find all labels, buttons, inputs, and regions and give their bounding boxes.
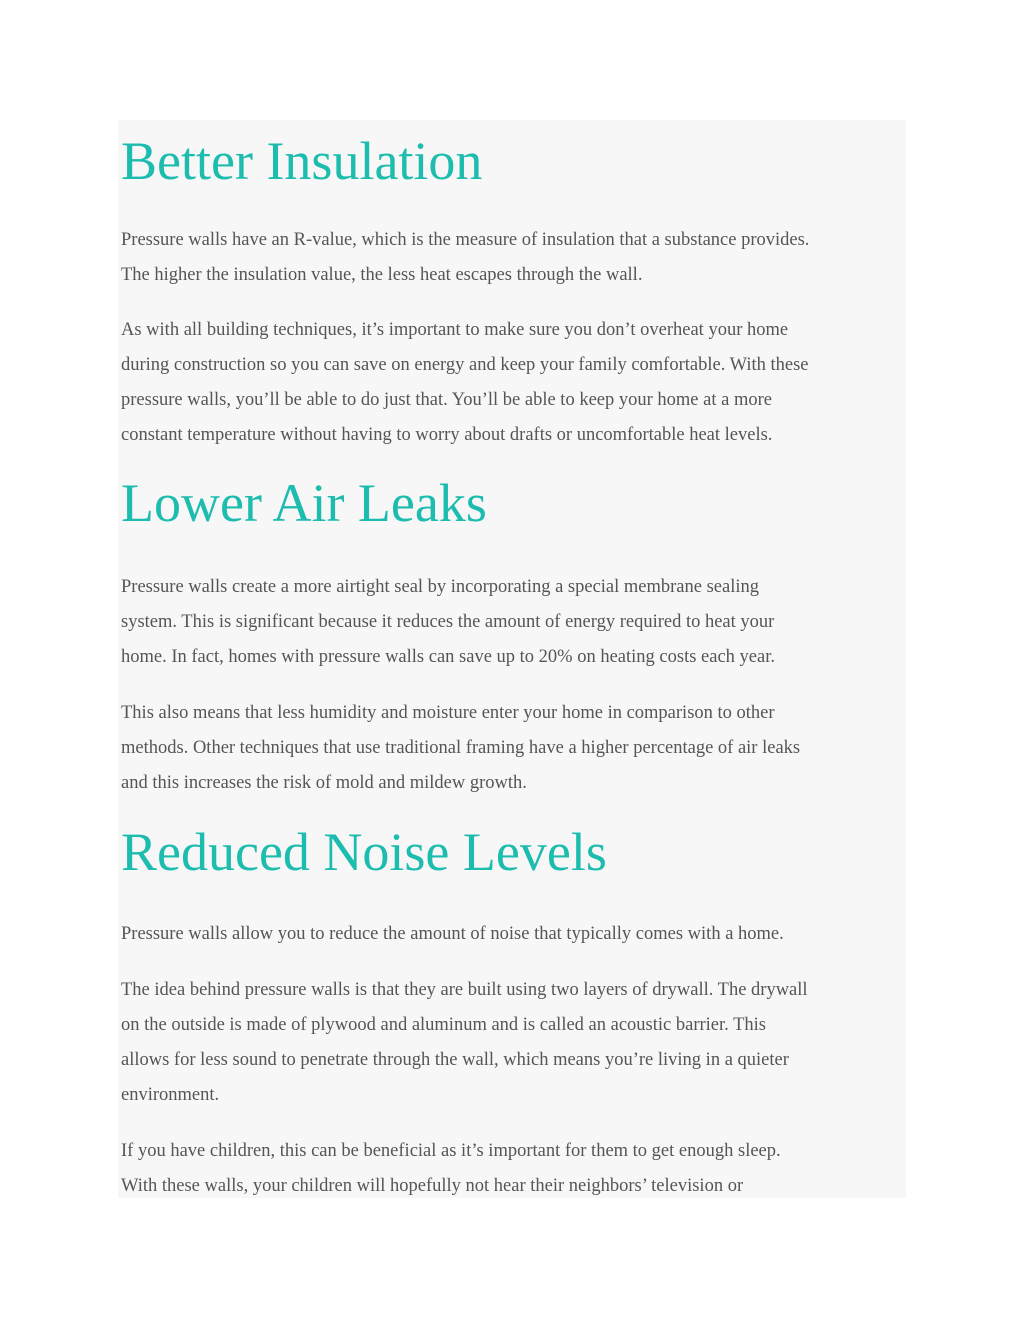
section-heading-better-insulation: Better Insulation: [121, 131, 483, 191]
paragraph: [121, 570, 775, 675]
paragraph-line: With these walls, your children will hopefully not hear their neighbors’ television or: [121, 1176, 744, 1196]
paragraph-line: constant temperature without having to worry about drafts or uncomfortable heat levels.: [121, 425, 773, 445]
article-panel: [118, 120, 906, 1198]
paragraph-line: and this increases the risk of mold and mildew growth.: [121, 773, 527, 793]
paragraph: [121, 917, 784, 952]
paragraph: [121, 696, 800, 801]
paragraph-line: allows for less sound to penetrate through the wall, which means you’re living in a quieter: [121, 1050, 789, 1070]
paragraph-line: Pressure walls allow you to reduce the amount of noise that typically comes with a home.: [121, 924, 784, 944]
paragraph-line: methods. Other techniques that use traditional framing have a higher percentage of air leaks: [121, 738, 801, 758]
paragraph-line: during construction so you can save on energy and keep your family comfortable. With these: [121, 355, 809, 375]
paragraph-line: As with all building techniques, it’s important to make sure you don’t overheat your home: [121, 320, 789, 340]
paragraph: [121, 1134, 781, 1198]
paragraph-line: This also means that less humidity and moisture enter your home in comparison to other: [121, 703, 775, 723]
paragraph-line: home. In fact, homes with pressure walls can save up to 20% on heating costs each year.: [121, 647, 775, 667]
paragraph-line: The idea behind pressure walls is that they are built using two layers of drywall. The drywall: [121, 980, 808, 1000]
paragraph: [121, 223, 809, 293]
paragraph-line: Pressure walls create a more airtight seal by incorporating a special membrane sealing: [121, 577, 760, 597]
paragraph-line: Pressure walls have an R-value, which is the measure of insulation that a substance provides.: [121, 230, 810, 250]
paragraph-line: pressure walls, you’ll be able to do just that. You’ll be able to keep your home at a more: [121, 390, 772, 410]
paragraph-line: on the outside is made of plywood and aluminum and is called an acoustic barrier. This: [121, 1015, 766, 1035]
section-heading-reduced-noise-levels: Reduced Noise Levels: [121, 822, 607, 882]
paragraph: [121, 313, 809, 453]
section-heading-lower-air-leaks: Lower Air Leaks: [121, 473, 487, 533]
paragraph-line: environment.: [121, 1085, 220, 1105]
paragraph-line: system. This is significant because it reduces the amount of energy required to heat your: [121, 612, 775, 632]
paragraph-line: If you have children, this can be beneficial as it’s important for them to get enough sleep.: [121, 1141, 781, 1161]
paragraph: [121, 973, 808, 1113]
paragraph-line: The higher the insulation value, the less heat escapes through the wall.: [121, 265, 643, 285]
